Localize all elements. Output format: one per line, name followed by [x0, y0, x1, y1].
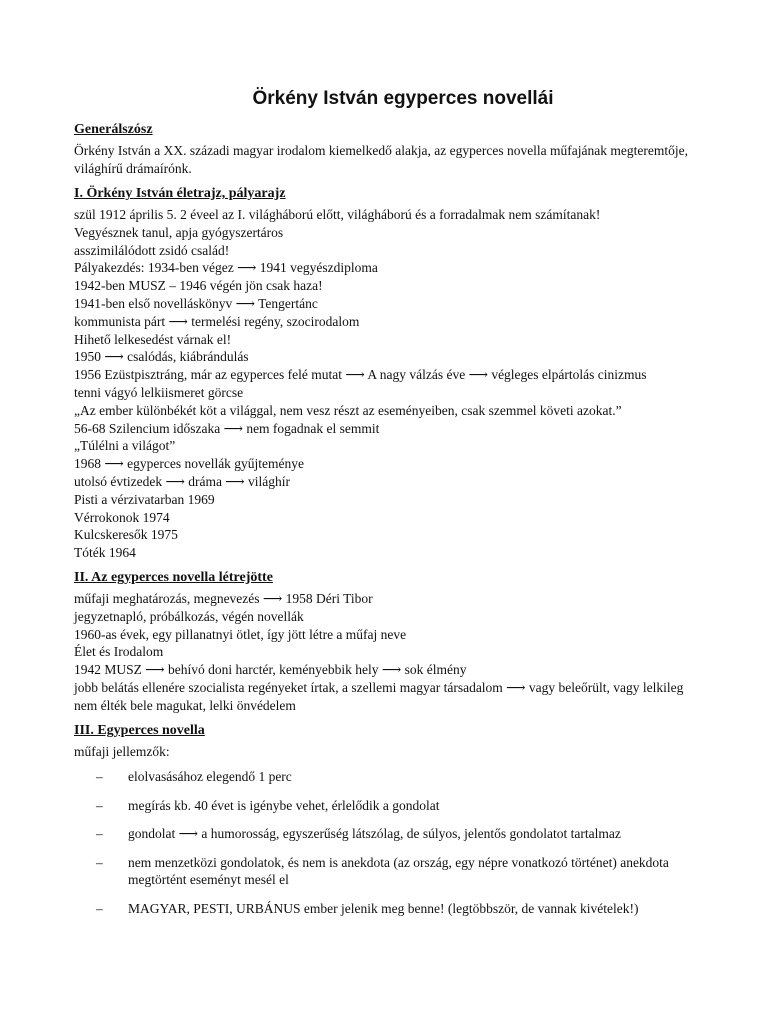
text-line: 1942 MUSZ ⟶ behívó doni harctér, keményebbik hely ⟶ sok élmény [74, 662, 467, 678]
text-line: 1960-as évek, egy pillanatnyi ötlet, így jött létre a műfaj neve [74, 626, 407, 642]
section-heading-letrejotte: II. Az egyperces novella létrejötte [74, 569, 273, 585]
text-line: Tóték 1964 [74, 545, 136, 561]
eletrajz-lines [74, 206, 708, 562]
text-line: asszimilálódott zsidó család! [74, 242, 230, 258]
text-line: Hihető lelkesedést várnak el! [74, 331, 232, 347]
text-line: 1956 Ezüstpisztráng, már az egyperces felé mutat ⟶ A nagy válzás éve ⟶ végleges elpártolás cinizmus [74, 367, 647, 383]
text-line: Pisti a vérzivatarban 1969 [74, 491, 215, 507]
section-heading-egyperces: III. Egyperces novella [74, 722, 205, 738]
text-line: 56-68 Szilencium időszaka ⟶ nem fogadnak el semmit [74, 420, 380, 436]
document-title: Örkény István egyperces novellái [252, 88, 554, 109]
generalszosz-section [74, 142, 708, 178]
list-item-text: gondolat ⟶ a humorosság, egyszerűség látszólag, de súlyos, jelentős gondolatot tartalmaz [128, 826, 621, 842]
text-line: kommunista párt ⟶ termelési regény, szocirodalom [74, 313, 360, 329]
text-line: 1941-ben első novelláskönyv ⟶ Tengertánc [74, 295, 318, 311]
dash-marker: – [96, 854, 103, 870]
list-item [96, 768, 708, 786]
list-item [96, 900, 708, 918]
text-line: Élet és Irodalom [74, 644, 164, 660]
text-line: műfaji meghatározás, megnevezés ⟶ 1958 Déri Tibor [74, 590, 373, 606]
dash-marker: – [96, 900, 103, 916]
feature-list [74, 768, 708, 917]
generalszosz-paragraph: Örkény István a XX. századi magyar irodalom kiemelkedő alakja, az egyperces novella műfajának megteremtője, világhírű drámaírónk. [74, 143, 688, 176]
list-item [96, 854, 708, 889]
list-item [96, 797, 708, 815]
dash-marker: – [96, 826, 103, 842]
egyperces-intro: műfaji jellemzők: [74, 743, 170, 759]
text-line: 1942-ben MUSZ – 1946 végén jön csak haza! [74, 278, 323, 294]
text-line: Vérrokonok 1974 [74, 509, 170, 525]
quote-line: „Az ember különbékét köt a világgal, nem vesz részt az eseményeiben, csak szemmel követi azokat.” [74, 402, 622, 418]
text-line: jegyzetnapló, próbálkozás, végén novellák [74, 608, 304, 624]
quote-line: „Túlélni a világot” [74, 438, 176, 454]
list-item-text: megírás kb. 40 évet is igénybe vehet, érlelődik a gondolat [128, 797, 440, 813]
list-item-text: elolvasásához elegendő 1 perc [128, 769, 292, 785]
text-line: tenni vágyó lelkiismeret görcse [74, 384, 244, 400]
list-item-text: nem menzetközi gondolatok, és nem is anekdota (az ország, egy népre vonatkozó történet) anekdota megtörtént eseményt mesél el [128, 854, 669, 888]
text-line: utolsó évtizedek ⟶ dráma ⟶ világhír [74, 473, 291, 489]
list-item-text: MAGYAR, PESTI, URBÁNUS ember jelenik meg benne! (legtöbbször, de vannak kivételek!) [128, 900, 639, 916]
text-line: Kulcskeresők 1975 [74, 527, 178, 543]
list-item [96, 825, 708, 843]
dash-marker: – [96, 797, 103, 813]
letrejotte-lines [74, 590, 708, 715]
text-line: szül 1912 április 5. 2 éveel az I. világháború előtt, világháború és a forradalmak nem számítanak! [74, 207, 601, 222]
text-line: 1968 ⟶ egyperces novellák gyűjteménye [74, 456, 305, 472]
text-line: Vegyésznek tanul, apja gyógyszertáros [74, 224, 284, 240]
section-heading-eletrajz: I. Örkény István életrajz, pályarajz [74, 186, 286, 201]
text-line: jobb belátás ellenére szocialista regényeket írtak, a szellemi magyar társadalom ⟶ vagy beleőrült, vagy lelkileg nem élték bele magukat, lelki önvédelem [74, 679, 684, 713]
section-heading-generalszosz: Generálszósz [74, 122, 153, 137]
dash-marker: – [96, 769, 103, 785]
text-line: 1950 ⟶ csalódás, kiábrándulás [74, 349, 249, 365]
text-line: Pályakezdés: 1934-ben végez ⟶ 1941 vegyészdiploma [74, 260, 378, 276]
